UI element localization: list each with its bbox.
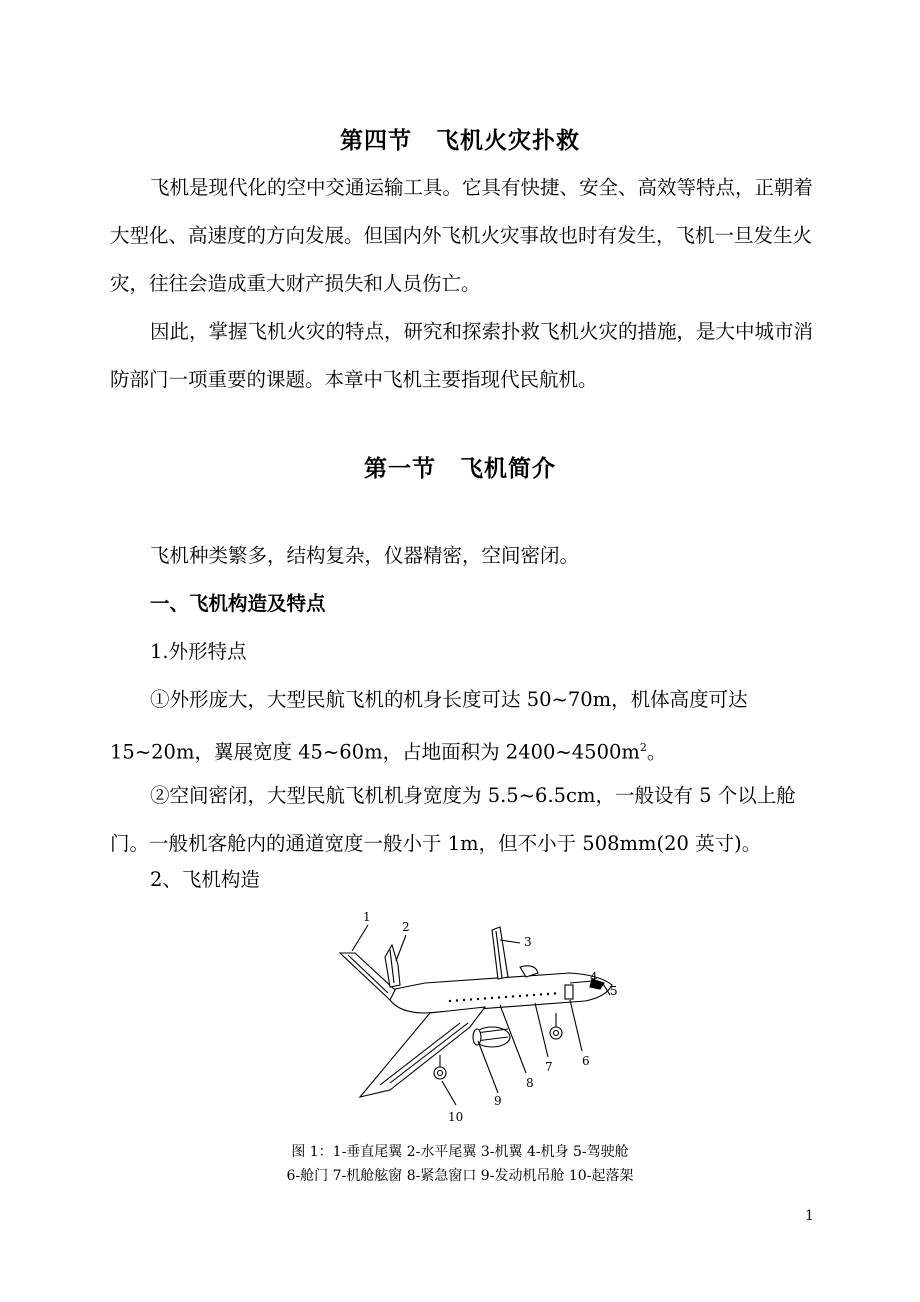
figure-label-9: 9 bbox=[494, 1094, 502, 1108]
figure-label-6: 6 bbox=[582, 1054, 590, 1068]
figure-label-3: 3 bbox=[524, 935, 532, 949]
paragraph-aircraft-types: 飞机种类繁多，结构复杂，仪器精密，空间密闭。 bbox=[150, 544, 580, 567]
section-heading-aircraft-fire: 第四节 飞机火灾扑救 bbox=[340, 128, 580, 154]
section-heading-aircraft-intro: 第一节 飞机简介 bbox=[364, 456, 556, 482]
item-large-size-end: 。 bbox=[646, 740, 667, 764]
figure-label-10: 10 bbox=[448, 1110, 464, 1124]
figure-label-4: 4 bbox=[590, 970, 598, 984]
item-enclosed-space: ②空间密闭，大型民航飞机机身宽度为 5.5~6.5cm，一般设有 5 个以上舱门。一般机客舱内的通道宽度一般小于 1m，但不小于 508mm(20 英寸)。 bbox=[110, 784, 796, 855]
subheading-aircraft-structure: 2、飞机构造 bbox=[150, 868, 260, 891]
item-large-size-text: ①外形庞大，大型民航飞机的机身长度可达 50~70m，机体高度可达 15~20m，翼展宽度 45~60m，占地面积为 2400~4500m bbox=[110, 688, 748, 764]
figure-label-5: 5 bbox=[610, 984, 618, 998]
page-number: 1 bbox=[805, 1208, 814, 1224]
figure-caption-line-1: 图 1：1-垂直尾翼 2-水平尾翼 3-机翼 4-机身 5-驾驶舱 bbox=[291, 1144, 629, 1160]
subheading-appearance: 1.外形特点 bbox=[150, 640, 247, 663]
figure-caption-line-2: 6-舱门 7-机舱舷窗 8-紧急窗口 9-发动机吊舱 10-起落架 bbox=[286, 1168, 634, 1184]
intro-paragraph-2: 因此，掌握飞机火灾的特点，研究和探索扑救飞机火灾的措施，是大中城市消防部门一项重要的课题。本章中飞机主要指现代民航机。 bbox=[110, 320, 814, 391]
superscript: 2 bbox=[639, 741, 647, 754]
intro-paragraph-1: 飞机是现代化的空中交通运输工具。它具有快捷、安全、高效等特点，正朝着大型化、高速度的方向发展。但国内外飞机火灾事故也时有发生，飞机一旦发生火灾，往往会造成重大财产损失和人员伤亡。 bbox=[110, 176, 814, 295]
subheading-structure-features: 一、飞机构造及特点 bbox=[150, 592, 326, 615]
airplane-diagram bbox=[330, 905, 630, 1135]
figure-label-8: 8 bbox=[526, 1076, 534, 1090]
item-large-size bbox=[110, 676, 815, 777]
figure-label-7: 7 bbox=[545, 1060, 553, 1074]
figure-label-1: 1 bbox=[363, 910, 371, 924]
figure-label-2: 2 bbox=[402, 920, 410, 934]
